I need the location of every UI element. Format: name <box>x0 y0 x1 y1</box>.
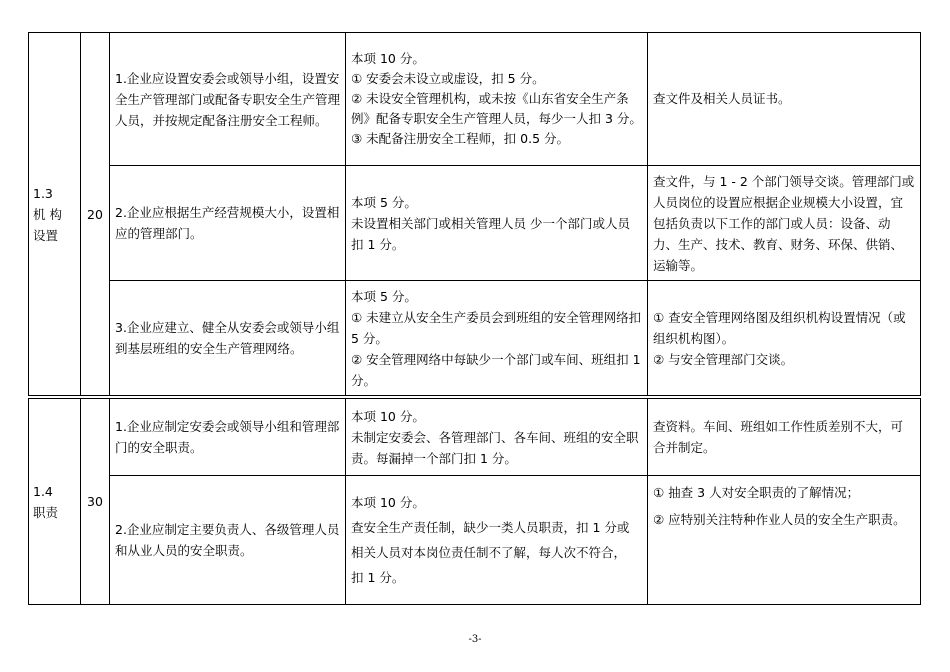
section-code: 1.4 <box>33 483 53 499</box>
method-line: 查文件及相关人员证书。 <box>653 91 791 106</box>
method-cell <box>648 399 921 476</box>
method-line: 查文件，与 1 - 2 个部门领导交谈。管理部门或人员岗位的设置应根据企业规模大小设置，宜包括负责以下工作的部门或人员：设备、动力、生产、技术、教育、财务、环保、供销、运输等。 <box>653 173 915 273</box>
requirement-cell: 1.企业应设置安委会或领导小组，设置安全生产管理部门或配备专职安全生产管理人员，并按规定配备注册安全工程师。 <box>110 33 346 166</box>
table-row <box>29 33 921 166</box>
criteria-line: 本项 10 分。 <box>351 408 425 424</box>
criteria-line: 本项 5 分。 <box>351 194 417 210</box>
requirement-cell: 1.企业应制定安委会或领导小组和管理部门的安全职责。 <box>110 399 346 476</box>
criteria-line: 相关人员对本岗位责任制不了解，每人次不符合， <box>351 545 627 560</box>
method-line: ② 应特别关注特种作业人员的安全生产职责。 <box>653 512 906 527</box>
criteria-cell <box>346 399 648 476</box>
criteria-line: ③ 未配备注册安全工程师，扣 0.5 分。 <box>351 131 570 146</box>
table-row <box>29 476 921 605</box>
method-cell <box>648 166 921 281</box>
criteria-line: ② 未设安全管理机构，或未按《山东省安全生产条例》配备专职安全生产管理人员，每少一人扣 3 分。 <box>351 91 642 126</box>
criteria-cell <box>346 281 648 396</box>
criteria-line: ② 安全管理网络中每缺少一个部门或车间、班组扣 1 分。 <box>351 351 641 388</box>
requirement-cell: 2.企业应根据生产经营规模大小，设置相应的管理部门。 <box>110 166 346 281</box>
safety-evaluation-table <box>28 32 921 605</box>
section-name: 职责 <box>33 504 59 520</box>
method-line: 查资料。车间、班组如工作性质差别不大，可合并制定。 <box>653 419 904 455</box>
table-row <box>29 399 921 476</box>
method-cell <box>648 33 921 166</box>
table-row <box>29 166 921 281</box>
method-line: ② 与安全管理部门交谈。 <box>653 351 794 367</box>
criteria-cell <box>346 33 648 166</box>
criteria-line: ① 安委会未设立或虚设，扣 5 分。 <box>351 71 545 86</box>
method-cell <box>648 476 921 605</box>
section-name: 机 构 设置 <box>33 206 62 243</box>
criteria-line: 本项 10 分。 <box>351 495 425 510</box>
criteria-line: ① 未建立从安全生产委员会到班组的安全管理网络扣 5 分。 <box>351 309 642 346</box>
table-row <box>29 281 921 396</box>
criteria-cell <box>346 476 648 605</box>
section-cell <box>29 33 81 396</box>
criteria-line: 扣 1 分。 <box>351 570 405 585</box>
page-number: -3- <box>468 634 482 645</box>
section-score: 20 <box>81 33 110 396</box>
requirement-cell: 2.企业应制定主要负责人、各级管理人员和从业人员的安全职责。 <box>110 476 346 605</box>
criteria-line: 未制定安委会、各管理部门、各车间、班组的安全职责。每漏掉一个部门扣 1 分。 <box>351 429 639 466</box>
criteria-line: 查安全生产责任制，缺少一类人员职责，扣 1 分或 <box>351 520 630 535</box>
section-cell <box>29 399 81 605</box>
method-line: ① 抽查 3 人对安全职责的了解情况； <box>653 485 860 500</box>
criteria-line: 未设置相关部门或相关管理人员 少一个部门或人员扣 1 分。 <box>351 215 630 252</box>
criteria-line: 本项 5 分。 <box>351 288 417 304</box>
criteria-line: 本项 10 分。 <box>351 51 425 66</box>
requirement-cell: 3.企业应建立、健全从安委会或领导小组到基层班组的安全生产管理网络。 <box>110 281 346 396</box>
method-cell <box>648 281 921 396</box>
criteria-cell <box>346 166 648 281</box>
method-line: ① 查安全管理网络图及组织机构设置情况（或组织机构图）。 <box>653 309 906 346</box>
section-score: 30 <box>81 399 110 605</box>
section-code: 1.3 <box>33 185 53 201</box>
